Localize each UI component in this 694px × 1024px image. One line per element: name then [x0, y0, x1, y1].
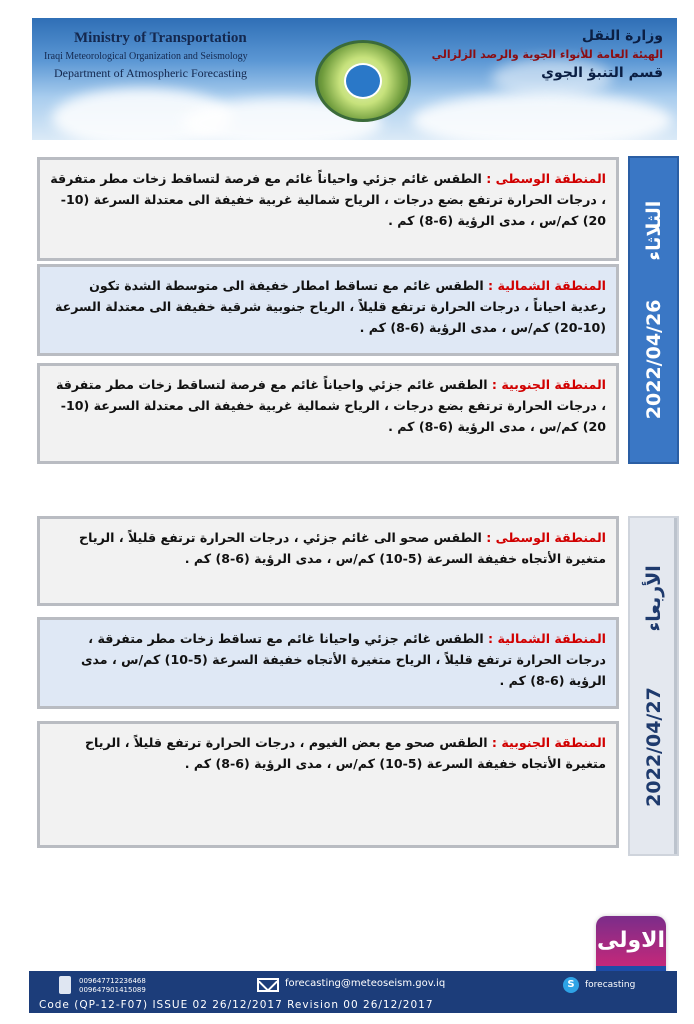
watermark-brand: الاولى	[596, 916, 666, 966]
day-name: الأربعاء	[642, 565, 665, 632]
phone-number-2: 009647901415089	[79, 986, 146, 994]
day-tab-tuesday	[628, 156, 679, 464]
forecast-box-south-day1	[37, 363, 619, 464]
skype-icon: S	[563, 977, 579, 993]
footer-email[interactable]: forecasting@meteoseism.gov.iq	[285, 978, 446, 989]
header-english	[44, 30, 248, 81]
region-label: المنطقة الشمالية :	[488, 278, 606, 293]
forecast-text: الطقس صحو مع بعض الغيوم ، درجات الحرارة ترتفع قليلاً ، الرياح متغيرة الأتجاه خفيفة السرعة (5-10) كم/س ، مدى الرؤية (6-8) كم .	[84, 735, 606, 771]
footer-skype[interactable]: forecasting	[585, 980, 636, 990]
phone-number-1: 009647712236468	[79, 977, 146, 985]
org-ar: الهيئة العامة للأنواء الجوية والرصد الزلزالي	[431, 48, 663, 61]
forecast-box-central-day2	[37, 516, 619, 606]
mail-icon	[257, 978, 279, 992]
region-label: المنطقة الجنوبية :	[491, 377, 606, 392]
forecast-text: الطقس غائم مع تساقط امطار خفيفة الى متوسطة الشدة تكون رعدية احياناً ، درجات الحرارة ترتفع قليلاً ، الرياح جنوبية شرقية خفيفة الى معتدلة السرعة (10-20) كم/س ، مدى الرؤية (6-8) كم .	[54, 278, 606, 335]
day-date: 2022/04/26	[642, 299, 665, 420]
day-name: الثلاثاء	[642, 200, 665, 261]
dept-en: Department of Atmospheric Forecasting	[54, 66, 247, 80]
forecast-text: الطقس صحو الى غائم جزئي ، درجات الحرارة ترتفع قليلاً ، الرياح متغيرة الأتجاه خفيفة السرعة (5-10) كم/س ، مدى الرؤية (6-8) كم .	[79, 530, 606, 566]
forecast-box-central-day1	[37, 157, 619, 261]
ministry-ar: وزارة النقل	[581, 28, 663, 44]
day-tab-text	[643, 201, 665, 419]
header-banner	[32, 18, 677, 140]
footer-code: Code (QP-12-F07) ISSUE 02 26/12/2017 Revision 00 26/12/2017	[39, 999, 434, 1011]
footer-bar	[29, 971, 677, 1013]
day-tab-wednesday	[628, 516, 679, 856]
day-tab-text	[643, 565, 665, 807]
region-label: المنطقة الوسطى :	[486, 171, 606, 186]
organization-logo	[315, 40, 411, 122]
region-label: المنطقة الوسطى :	[486, 530, 606, 545]
region-label: المنطقة الشمالية :	[488, 631, 606, 646]
forecast-box-north-day2	[37, 617, 619, 709]
forecast-box-north-day1	[37, 264, 619, 356]
forecast-box-south-day2	[37, 721, 619, 848]
dept-ar: قسم التنبؤ الجوي	[541, 65, 663, 81]
forecast-text: الطقس غائم جزئي واحياناً غائم مع فرصة لتساقط زخات مطر متفرقة ، درجات الحرارة ترتفع بضع درجات ، الرياح شمالية غربية خفيفة الى معتدلة السرعة (10-20) كم/س ، مدى الرؤية (6-8) كم .	[55, 377, 606, 434]
header-arabic	[432, 28, 663, 81]
phone-icon	[59, 976, 71, 994]
region-label: المنطقة الجنوبية :	[491, 735, 606, 750]
forecast-text: الطقس غائم جزئي واحياناً غائم مع فرصة لتساقط زخات مطر متفرقة ، درجات الحرارة ترتفع بضع درجات ، الرياح شمالية غربية خفيفة الى معتدلة السرعة (10-20) كم/س ، مدى الرؤية (6-8) كم .	[50, 171, 606, 228]
org-en: Iraqi Meteorological Organization and Seismology	[44, 51, 248, 62]
day-date: 2022/04/27	[642, 687, 665, 807]
ministry-en: Ministry of Transportation	[74, 30, 247, 46]
forecast-text: الطقس غائم جزئي واحيانا غائم مع تساقط زخات مطر متفرقة ، درجات الحرارة ترتفع قليلاً ، الرياح متغيرة الأتجاه خفيفة السرعة (5-10) كم/س ، مدى الرؤية (6-8) كم .	[80, 631, 606, 688]
footer-phones	[79, 977, 146, 995]
logo-emblem-icon	[344, 63, 382, 99]
